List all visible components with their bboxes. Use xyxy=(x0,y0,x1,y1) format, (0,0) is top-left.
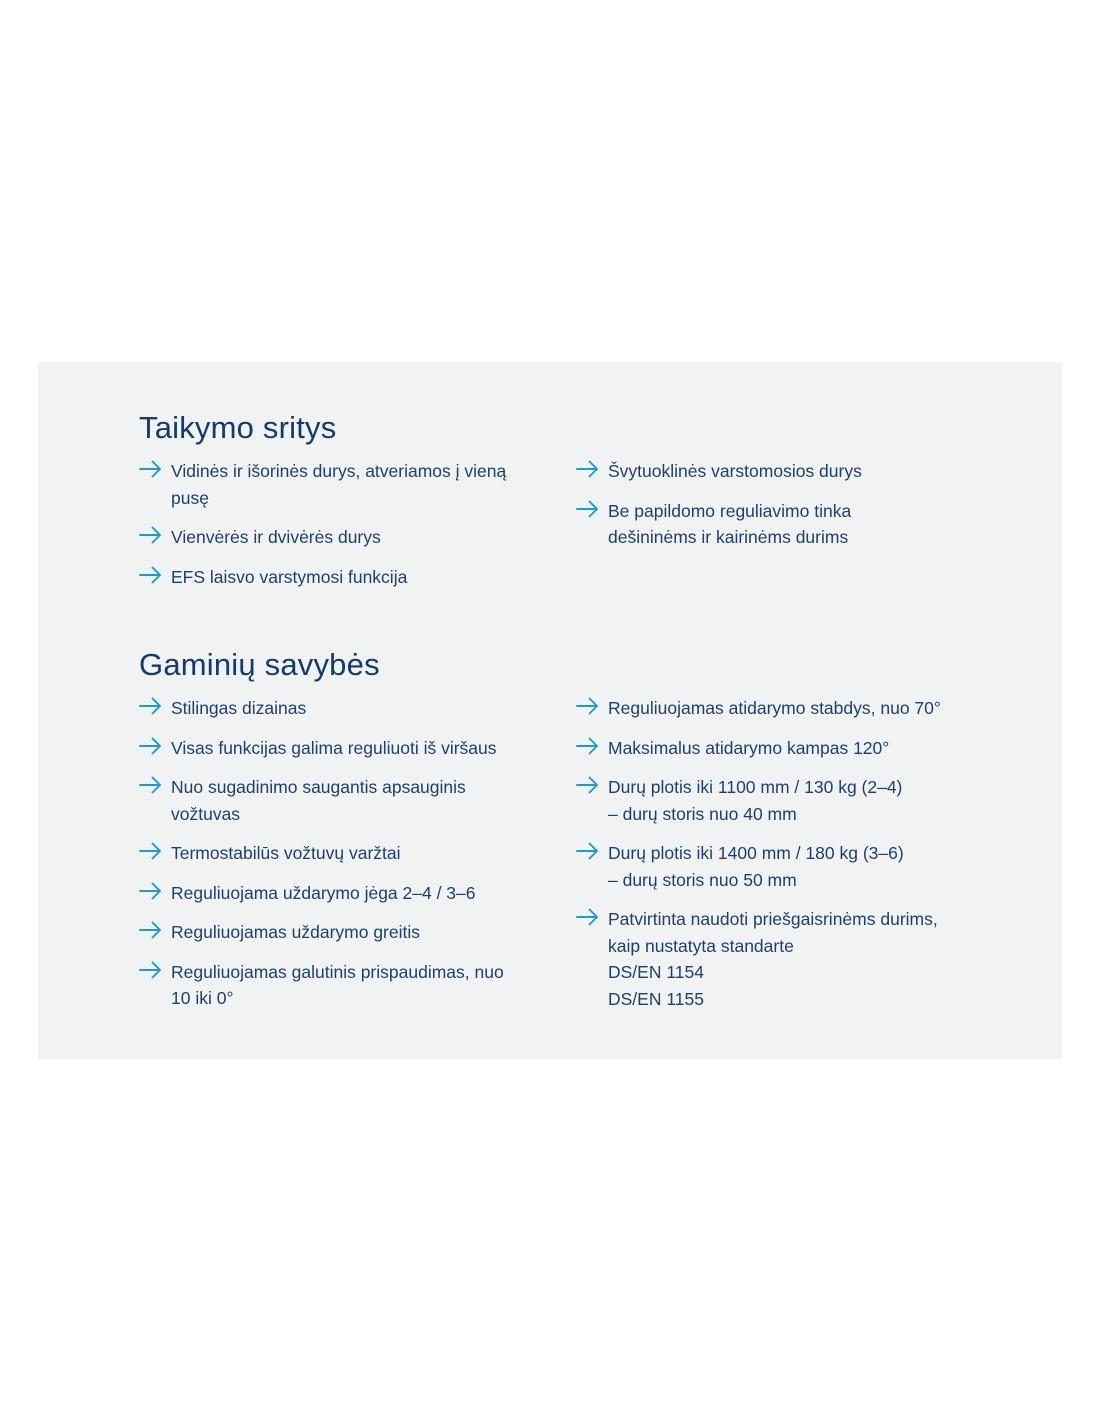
list-item-text: Durų plotis iki 1100 mm / 130 kg (2–4) xyxy=(608,777,903,797)
list-item-text: Termostabilūs vožtuvų varžtai xyxy=(171,843,401,863)
list-item xyxy=(139,695,576,722)
list-item-text: Vienvėrės ir dvivėrės durys xyxy=(171,527,381,547)
section-heading: Taikymo sritys xyxy=(139,410,337,445)
list-item-text: Maksimalus atidarymo kampas 120° xyxy=(608,737,890,758)
list-item-text: kaip nustatyta standarte xyxy=(608,935,794,956)
feature-columns xyxy=(139,695,999,1025)
arrow-right-icon xyxy=(139,776,162,794)
feature-list-left xyxy=(139,695,576,1025)
list-item-text: Reguliuojamas galutinis prispaudimas, nuo xyxy=(171,961,504,982)
arrow-right-icon xyxy=(139,697,162,715)
list-item xyxy=(139,774,576,827)
list-item-text: Reguliuojamas uždarymo greitis xyxy=(171,922,420,942)
arrow-right-icon xyxy=(576,908,599,926)
list-item xyxy=(139,880,576,907)
list-item-text: vožtuvas xyxy=(171,803,241,824)
list-item-text: EFS laisvo varstymosi funkcija xyxy=(171,566,408,587)
list-item-text: Patvirtinta naudoti priešgaisrinėms durims, xyxy=(608,909,938,929)
feature-columns xyxy=(139,458,999,603)
list-item-text: – durų storis nuo 40 mm xyxy=(608,803,797,824)
arrow-right-icon xyxy=(139,921,162,939)
list-item-text: DS/EN 1154 xyxy=(608,962,704,982)
list-item-text: pusę xyxy=(171,487,209,508)
arrow-right-icon xyxy=(139,737,162,755)
list-item xyxy=(576,695,986,722)
list-item-text: Švytuoklinės varstomosios durys xyxy=(608,461,862,481)
list-item xyxy=(576,458,986,485)
list-item-text: Nuo sugadinimo saugantis apsauginis xyxy=(171,777,466,797)
list-item xyxy=(139,959,576,1012)
list-item xyxy=(576,906,986,1012)
list-item-text: 10 iki 0° xyxy=(171,988,234,1008)
list-item-text: Stilingas dizainas xyxy=(171,698,307,718)
section-taikymo-sritys xyxy=(139,406,999,603)
section-gaminiu-savybes xyxy=(139,643,999,1025)
list-item-text: – durų storis nuo 50 mm xyxy=(608,869,797,890)
list-item-text: Be papildomo reguliavimo tinka xyxy=(608,500,852,521)
list-item-text: Vidinės ir išorinės durys, atveriamos į vieną xyxy=(171,461,507,481)
list-item xyxy=(576,498,986,551)
arrow-right-icon xyxy=(576,776,599,794)
list-item xyxy=(139,735,576,762)
list-item xyxy=(139,458,576,511)
arrow-right-icon xyxy=(139,566,162,584)
arrow-right-icon xyxy=(576,737,599,755)
arrow-right-icon xyxy=(576,842,599,860)
list-item xyxy=(576,735,986,762)
feature-list-right xyxy=(576,695,986,1025)
list-item xyxy=(139,919,576,946)
list-item xyxy=(139,840,576,867)
arrow-right-icon xyxy=(576,500,599,518)
arrow-right-icon xyxy=(139,882,162,900)
list-item xyxy=(576,840,986,893)
arrow-right-icon xyxy=(576,460,599,478)
list-item xyxy=(139,564,576,591)
list-item-text: Durų plotis iki 1400 mm / 180 kg (3–6) xyxy=(608,843,904,863)
list-item-text: Visas funkcijas galima reguliuoti iš viršaus xyxy=(171,737,497,758)
arrow-right-icon xyxy=(576,697,599,715)
feature-list-left xyxy=(139,458,576,603)
list-item-text: Reguliuojama uždarymo jėga 2–4 / 3–6 xyxy=(171,882,476,903)
list-item xyxy=(139,524,576,551)
list-item-text: dešininėms ir kairinėms durims xyxy=(608,527,849,547)
arrow-right-icon xyxy=(139,526,162,544)
arrow-right-icon xyxy=(139,961,162,979)
arrow-right-icon xyxy=(139,842,162,860)
list-item xyxy=(576,774,986,827)
list-item-text: DS/EN 1155 xyxy=(608,988,704,1009)
section-heading: Gaminių savybės xyxy=(139,647,380,682)
list-item-text: Reguliuojamas atidarymo stabdys, nuo 70° xyxy=(608,698,941,718)
content-panel xyxy=(38,362,1062,1059)
feature-list-right xyxy=(576,458,986,603)
arrow-right-icon xyxy=(139,460,162,478)
